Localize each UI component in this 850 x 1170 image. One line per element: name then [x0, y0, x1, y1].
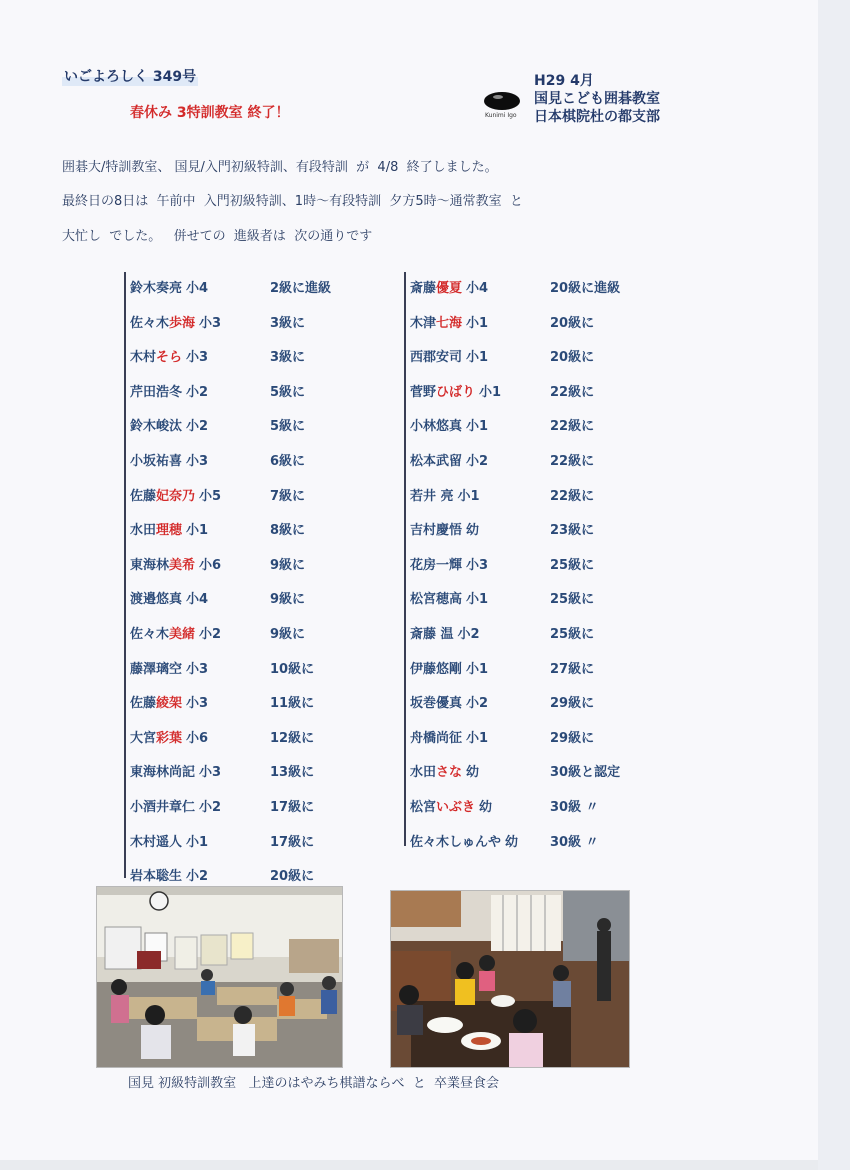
student-name-part: 斎藤 温: [410, 627, 454, 642]
promotion-result: 3級に: [270, 350, 306, 366]
stone-highlight: [493, 95, 503, 99]
right-list-row: [410, 692, 670, 712]
student-name-part: 木村遥人: [130, 834, 183, 850]
student-name-part: 西郡安司: [410, 350, 463, 366]
student-name-part: 松宮: [410, 800, 437, 815]
student-given-name-highlight: 彩葉: [156, 730, 183, 746]
student-school-grade: 小3: [186, 661, 209, 677]
student-name: [130, 796, 221, 815]
left-list-row: [130, 865, 390, 885]
student-name-part: 藤澤璃空: [130, 661, 183, 677]
right-list-row: [410, 519, 670, 539]
student-school-grade: 幼: [466, 523, 480, 539]
left-list-row: [130, 381, 390, 401]
promotion-result: 17級に: [270, 834, 315, 850]
promotion-result: 29級に: [550, 730, 595, 746]
left-list-row: [130, 519, 390, 539]
student-name-part: 菅野: [410, 384, 437, 400]
student-name-part: 木津: [410, 315, 437, 331]
student-school-grade: 小1: [457, 488, 480, 504]
scan-edge: [818, 0, 850, 1170]
student-school-grade: 小4: [186, 592, 209, 608]
student-school-grade: 小1: [466, 350, 489, 366]
student-name-part: 岩本聡生: [130, 869, 183, 885]
student-school-grade: 小3: [199, 765, 222, 781]
left-list-row: [130, 831, 390, 851]
promotion-result: 6級に: [270, 454, 306, 469]
student-school-grade: 小2: [186, 384, 209, 400]
student-school-grade: 小3: [186, 350, 209, 366]
promotion-result: 22級に: [550, 454, 595, 469]
student-school-grade: 小1: [466, 419, 489, 435]
student-name: [410, 277, 488, 296]
right-list-row: [410, 554, 670, 574]
right-list-row: [410, 727, 670, 747]
student-name-part: 舟橋尚征: [410, 730, 463, 746]
promotion-result: 10級に: [270, 661, 315, 677]
student-name-part: 吉村慶悟: [410, 523, 463, 539]
intro-line-3: 大忙し でした。 併せての 進級者は 次の通りです: [62, 229, 373, 244]
student-name: [130, 865, 208, 884]
promotion-result: 9級に: [270, 557, 306, 573]
student-name-part: 大宮: [130, 730, 157, 746]
student-name: [410, 761, 479, 780]
promotion-result: 8級に: [270, 523, 306, 539]
student-school-grade: 小2: [186, 419, 209, 435]
student-name: [130, 623, 221, 642]
student-name: [410, 796, 492, 815]
right-list-row: [410, 485, 670, 505]
promotion-result: 22級に: [550, 488, 595, 504]
photo-caption: 国見 初級特訓教室 上達のはやみち棋譜ならべ と 卒業昼食会: [128, 1076, 500, 1091]
promotion-result: 20級に進級: [550, 281, 621, 296]
photo-lunch: [390, 890, 630, 1068]
right-list-row: [410, 796, 670, 816]
promotion-result: 5級に: [270, 419, 306, 435]
promotion-result: 25級に: [550, 592, 595, 608]
go-stone-icon: [484, 92, 520, 110]
logo-text: Kunimi Igo: [485, 112, 517, 119]
student-name: [410, 554, 488, 573]
student-school-grade: 幼: [505, 834, 519, 850]
promotion-result: 30級 〃: [550, 800, 599, 815]
student-school-grade: 小4: [186, 281, 209, 296]
go-stone-logo: [484, 92, 520, 119]
left-list-row: [130, 554, 390, 574]
student-school-grade: 小6: [186, 730, 209, 746]
student-name-part: 松宮穂高: [410, 592, 463, 608]
student-given-name-highlight: 妃奈乃: [156, 488, 196, 504]
student-school-grade: 小2: [199, 800, 222, 815]
left-list-row: [130, 588, 390, 608]
student-name-part: 水田: [410, 765, 437, 781]
student-name: [410, 519, 479, 538]
left-list-row: [130, 485, 390, 505]
student-school-grade: 小5: [199, 488, 222, 504]
student-given-name-highlight: 美緒: [169, 627, 196, 642]
promotion-result: 11級に: [270, 696, 315, 712]
student-name-part: 佐々木しゅんや: [410, 834, 502, 850]
promotion-result: 22級に: [550, 419, 595, 435]
newsletter-title: いごよろしく 349号: [62, 66, 198, 86]
right-list-row: [410, 761, 670, 781]
right-list-row: [410, 658, 670, 678]
student-name: [130, 415, 208, 434]
headline: 春休み 3特訓教室 終了！: [130, 105, 290, 121]
student-given-name-highlight: ひばり: [436, 384, 476, 400]
student-name: [130, 831, 208, 850]
student-given-name-highlight: 歩海: [169, 315, 196, 331]
student-name-part: 佐藤: [130, 488, 157, 504]
issue-date: H29 4月: [534, 73, 594, 89]
promotion-result: 23級に: [550, 523, 595, 539]
student-name: [410, 692, 488, 711]
student-name: [130, 346, 208, 365]
intro-line-1: 囲碁大/特訓教室、 国見/入門初級特訓、有段特訓 が 4/8 終了しました。: [62, 160, 498, 175]
student-name: [130, 588, 208, 607]
left-list-row: [130, 277, 390, 297]
student-school-grade: 小1: [466, 730, 489, 746]
promotion-result: 27級に: [550, 661, 595, 677]
left-list-row: [130, 450, 390, 470]
student-school-grade: 小2: [466, 454, 489, 469]
left-list-row: [130, 415, 390, 435]
promotion-result: 3級に: [270, 315, 306, 331]
promotion-result: 30級と認定: [550, 765, 621, 781]
promotion-result: 9級に: [270, 627, 306, 642]
student-name-part: 坂巻優真: [410, 696, 463, 712]
student-school-grade: 小6: [199, 557, 222, 573]
intro-line-2: 最終日の8日は 午前中 入門初級特訓、1時～有段特訓 夕方5時～通常教室 と: [62, 194, 523, 209]
student-school-grade: 小2: [457, 627, 480, 642]
student-given-name-highlight: さな: [436, 765, 463, 781]
student-name: [130, 519, 208, 538]
promotion-result: 29級に: [550, 696, 595, 712]
student-school-grade: 小1: [186, 523, 209, 539]
student-given-name-highlight: 美希: [169, 557, 196, 573]
right-list-row: [410, 277, 670, 297]
student-name: [130, 381, 208, 400]
promotion-result: 17級に: [270, 800, 315, 815]
promotion-result: 2級に進級: [270, 281, 332, 296]
left-list-row: [130, 796, 390, 816]
student-name-part: 東海林: [130, 557, 170, 573]
promotion-result: 7級に: [270, 488, 306, 504]
right-list-row: [410, 831, 670, 851]
right-list-row: [410, 312, 670, 332]
student-name: [410, 831, 518, 850]
promotion-result: 13級に: [270, 765, 315, 781]
left-list-row: [130, 658, 390, 678]
promotion-result: 25級に: [550, 557, 595, 573]
student-school-grade: 小3: [199, 315, 222, 331]
student-school-grade: 幼: [479, 800, 493, 815]
student-name-part: 佐々木: [130, 627, 170, 642]
student-name: [410, 588, 488, 607]
student-school-grade: 小3: [186, 696, 209, 712]
student-name-part: 若井 亮: [410, 488, 454, 504]
student-name-part: 花房一輝: [410, 557, 463, 573]
student-school-grade: 小1: [479, 384, 502, 400]
promotion-result: 9級に: [270, 592, 306, 608]
student-given-name-highlight: 優夏: [436, 281, 463, 296]
student-name: [130, 312, 221, 331]
right-list-row: [410, 381, 670, 401]
student-name-part: 佐々木: [130, 315, 170, 331]
student-given-name-highlight: 理穂: [156, 523, 183, 539]
right-list-row: [410, 415, 670, 435]
student-name-part: 鈴木奏亮: [130, 281, 183, 296]
student-school-grade: 幼: [466, 765, 480, 781]
student-name-part: 鈴木峻汰: [130, 419, 183, 435]
left-list-row: [130, 761, 390, 781]
promotion-result: 22級に: [550, 384, 595, 400]
right-list-row: [410, 450, 670, 470]
student-name-part: 小林悠真: [410, 419, 463, 435]
right-list-row: [410, 588, 670, 608]
promotion-result: 30級 〃: [550, 834, 599, 850]
student-name: [410, 450, 488, 469]
student-name-part: 木村: [130, 350, 157, 366]
left-list-row: [130, 692, 390, 712]
promotion-result: 12級に: [270, 730, 315, 746]
student-name: [130, 692, 208, 711]
student-name: [410, 346, 488, 365]
student-name-part: 水田: [130, 523, 157, 539]
student-school-grade: 小2: [199, 627, 222, 642]
student-name: [130, 554, 221, 573]
student-school-grade: 小3: [466, 557, 489, 573]
promotion-result: 20級に: [270, 869, 315, 885]
student-name-part: 佐藤: [130, 696, 157, 712]
org-branch: 日本棋院杜の都支部: [534, 109, 660, 125]
student-school-grade: 小1: [466, 661, 489, 677]
right-list-row: [410, 623, 670, 643]
student-name: [410, 623, 480, 642]
right-list-row: [410, 346, 670, 366]
promotion-result: 20級に: [550, 315, 595, 331]
left-list-row: [130, 727, 390, 747]
student-name-part: 芹田浩冬: [130, 384, 183, 400]
promotion-result: 25級に: [550, 627, 595, 642]
photo-classroom: [96, 886, 343, 1068]
student-name-part: 東海林尚記: [130, 765, 196, 781]
student-name-part: 渡邉悠真: [130, 592, 183, 608]
student-school-grade: 小3: [186, 454, 209, 469]
student-name-part: 小酒井章仁: [130, 800, 196, 815]
student-school-grade: 小2: [186, 869, 209, 885]
student-name: [130, 450, 208, 469]
promotion-result: 5級に: [270, 384, 306, 400]
right-column-rule: [404, 272, 406, 846]
student-name: [410, 381, 501, 400]
student-name: [410, 485, 480, 504]
student-name-part: 斎藤: [410, 281, 437, 296]
student-school-grade: 小1: [186, 834, 209, 850]
promotion-result: 20級に: [550, 350, 595, 366]
left-column-rule: [124, 272, 126, 878]
student-name: [130, 658, 208, 677]
student-name: [130, 485, 221, 504]
left-list-row: [130, 312, 390, 332]
student-name: [410, 312, 488, 331]
student-school-grade: 小4: [466, 281, 489, 296]
student-name: [130, 727, 208, 746]
student-given-name-highlight: そら: [156, 350, 183, 366]
student-given-name-highlight: 綾架: [156, 696, 183, 712]
student-school-grade: 小2: [466, 696, 489, 712]
student-name-part: 伊藤悠剛: [410, 661, 463, 677]
student-school-grade: 小1: [466, 315, 489, 331]
student-name-part: 小坂祐喜: [130, 454, 183, 469]
left-list-row: [130, 623, 390, 643]
student-name: [410, 658, 488, 677]
student-name: [130, 277, 208, 296]
student-name: [410, 415, 488, 434]
student-name: [410, 727, 488, 746]
student-name-part: 松本武留: [410, 454, 463, 469]
org-name: 国見こども囲碁教室: [534, 91, 660, 107]
student-given-name-highlight: いぶき: [436, 800, 476, 815]
student-school-grade: 小1: [466, 592, 489, 608]
student-name: [130, 761, 221, 780]
left-list-row: [130, 346, 390, 366]
student-given-name-highlight: 七海: [436, 315, 463, 331]
